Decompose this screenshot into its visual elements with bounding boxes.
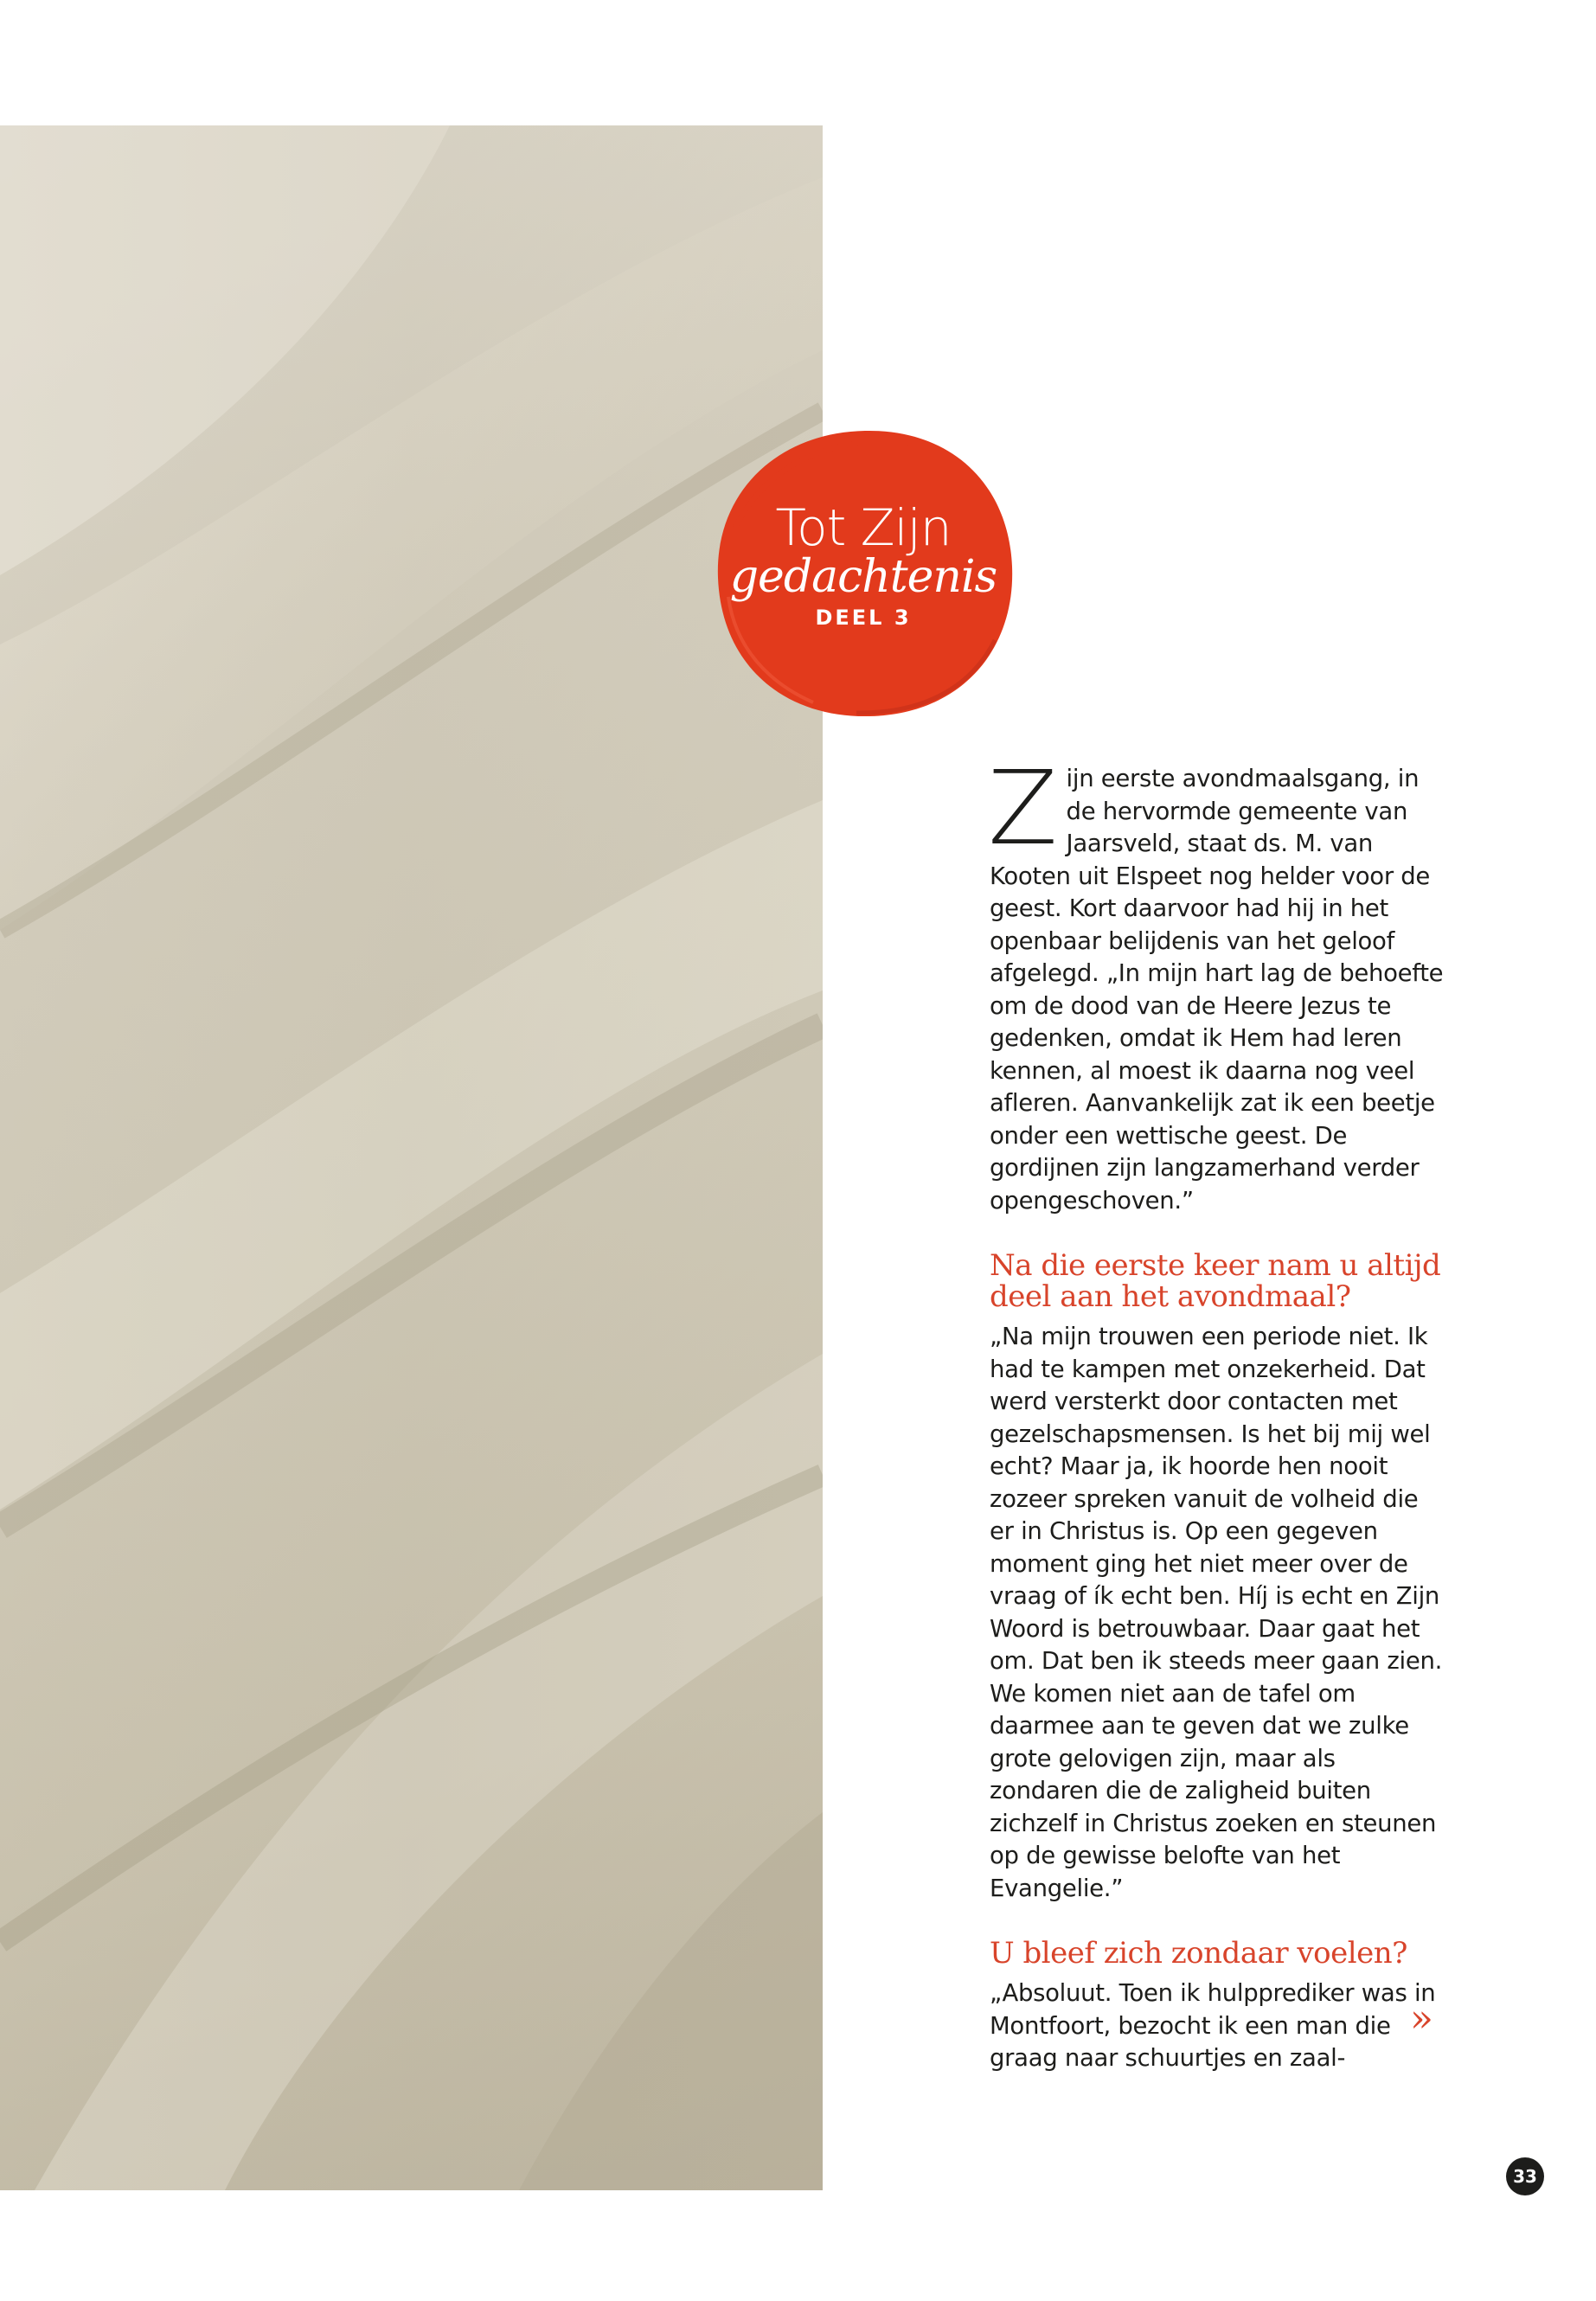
intro-text: ijn eerste avondmaalsgang, in de hervormde gemeente van Jaarsveld, staat ds. M. van Kooten uit Elspeet nog helder voor de geest. Kort daarvoor had hij in het openbaar belijdenis van het geloof afgelegd. „In mijn hart lag de behoefte om de dood van de Heere Jezus te gedenken, omdat ik Hem had leren kennen, al moest ik daarna nog veel afleren. Aanvankelijk zat ik een beetje onder een wettische geest. De gordijnen zijn langzamerhand verder opengeschoven.” [990,765,1444,1215]
answer-paragraph: „Absoluut. Toen ik hulpprediker was in Montfoort, bezocht ik een man die graag naar schuurtjes en zaal- [990,1979,1436,2072]
question-heading: U bleef zich zondaar voelen? [990,1936,1407,1971]
page-number: 33 [1506,2157,1544,2195]
section-badge [709,424,1017,722]
drop-cap: Z [988,748,1058,868]
badge-part-label: DEEL 3 [815,605,912,630]
fabric-folds-illustration [0,125,823,2190]
badge-title-line1: Tot Zijn [775,497,952,557]
linen-cloth-photo [0,125,823,2190]
article-body [988,748,1448,2075]
question-heading: Na die eerste keer nam u altijd deel aan het avondmaal? [990,1248,1441,1314]
intro-paragraph [988,748,1448,1217]
badge-title-line2: gedachtenis [729,550,997,603]
answer-paragraph: „Na mijn trouwen een periode niet. Ik had te kampen met onzekerheid. Dat werd versterkt door contacten met gezelschapsmensen. Is het bij mij wel echt? Maar ja, ik hoorde hen nooit zozeer spreken vanuit de volheid die er in Christus is. Op een gegeven moment ging het niet meer over de vraag of ík echt ben. Híj is echt en Zijn Woord is betrouwbaar. Daar gaat het om. Dat ben ik steeds meer gaan zien. We komen niet aan de tafel om daarmee aan te geven dat we zulke grote gelovigen zijn, maar als zondaren die de zaligheid buiten zichzelf in Christus zoeken en steunen op de gewisse belofte van het Evangelie.” [990,1323,1443,1902]
continue-arrow-icon: » [1410,1997,1433,2041]
